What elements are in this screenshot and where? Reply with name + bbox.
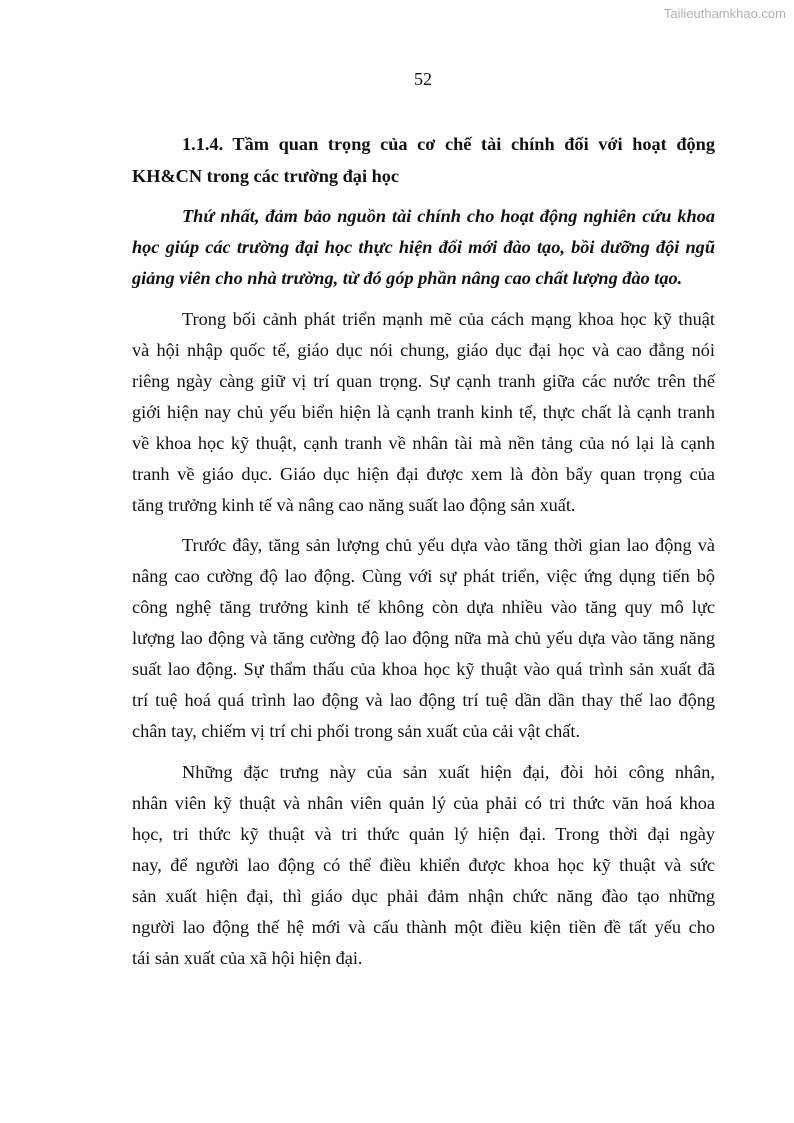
paragraph-3-line: Những đặc trưng này của sản xuất hiện đại, đòi hỏi công nhân, [182,762,715,782]
paragraph-2-line: nâng cao cường độ lao động. Cùng với sự phát triển, việc ứng dụng tiến bộ [132,566,715,586]
watermark: Tailieuthamkhao.com [663,6,786,21]
section-heading-line: KH&CN trong các trường đại học [132,166,400,186]
paragraph-2-line: suất lao động. Sự thẩm thấu của khoa học kỹ thuật vào quá trình sản xuất đã [132,659,715,679]
paragraph-2-line: trí tuệ hoá quá trình lao động và lao động trí tuệ dần dần thay thế lao động [132,690,715,710]
paragraph-3-line: người lao động thế hệ mới và cấu thành một điều kiện tiền đề tất yếu cho [132,917,715,937]
subheading-line: giảng viên cho nhà trường, từ đó góp phần nâng cao chất lượng đào tạo. [132,268,683,288]
paragraph-1-line: tăng trưởng kinh tế và nâng cao năng suất lao động sản xuất. [132,495,576,515]
section-heading-line: 1.1.4. Tầm quan trọng của cơ chế tài chính đối với hoạt động [182,134,715,154]
subheading-line: Thứ nhất, đảm bảo nguồn tài chính cho hoạt động nghiên cứu khoa [182,206,715,226]
paragraph-2-line: công nghệ tăng trưởng kinh tế không còn dựa nhiều vào tăng quy mô lực [132,597,715,617]
subheading-line: học giúp các trường đại học thực hiện đổi mới đào tạo, bồi dưỡng đội ngũ [132,237,715,257]
paragraph-3-line: học, tri thức kỹ thuật và tri thức quản lý hiện đại. Trong thời đại ngày [132,824,715,844]
paragraph-2-line: Trước đây, tăng sản lượng chủ yếu dựa vào tăng thời gian lao động và [182,535,715,555]
page-number: 52 [414,69,432,89]
paragraph-3-line: tái sản xuất của xã hội hiện đại. [132,948,363,968]
paragraph-1-line: và hội nhập quốc tế, giáo dục nói chung, giáo dục đại học và cao đẳng nói [132,340,715,360]
paragraph-1-line: Trong bối cảnh phát triển mạnh mẽ của cách mạng khoa học kỹ thuật [182,309,715,329]
paragraph-2-line: lượng lao động và tăng cường độ lao động nữa mà chủ yếu dựa vào tăng năng [132,628,715,648]
paragraph-1-line: về khoa học kỹ thuật, cạnh tranh về nhân tài mà nền tảng của nó lại là cạnh [132,433,715,453]
paragraph-3-line: nhân viên kỹ thuật và nhân viên quản lý của phải có tri thức văn hoá khoa [132,793,715,813]
paragraph-1-line: riêng ngày càng giữ vị trí quan trọng. Sự cạnh tranh giữa các nước trên thế [132,371,715,391]
paragraph-3-line: sản xuất hiện đại, thì giáo dục phải đảm nhận chức năng đào tạo những [132,886,715,906]
paragraph-1-line: tranh về giáo dục. Giáo dục hiện đại được xem là đòn bẩy quan trọng của [132,464,715,484]
paragraph-1-line: giới hiện nay chủ yếu biển hiện là cạnh tranh kinh tế, thực chất là cạnh tranh [132,402,715,422]
paragraph-2-line: chân tay, chiếm vị trí chi phối trong sản xuất của cải vật chất. [132,721,581,741]
paragraph-3-line: nay, để người lao động có thể điều khiển được khoa học kỹ thuật và sức [132,855,715,875]
